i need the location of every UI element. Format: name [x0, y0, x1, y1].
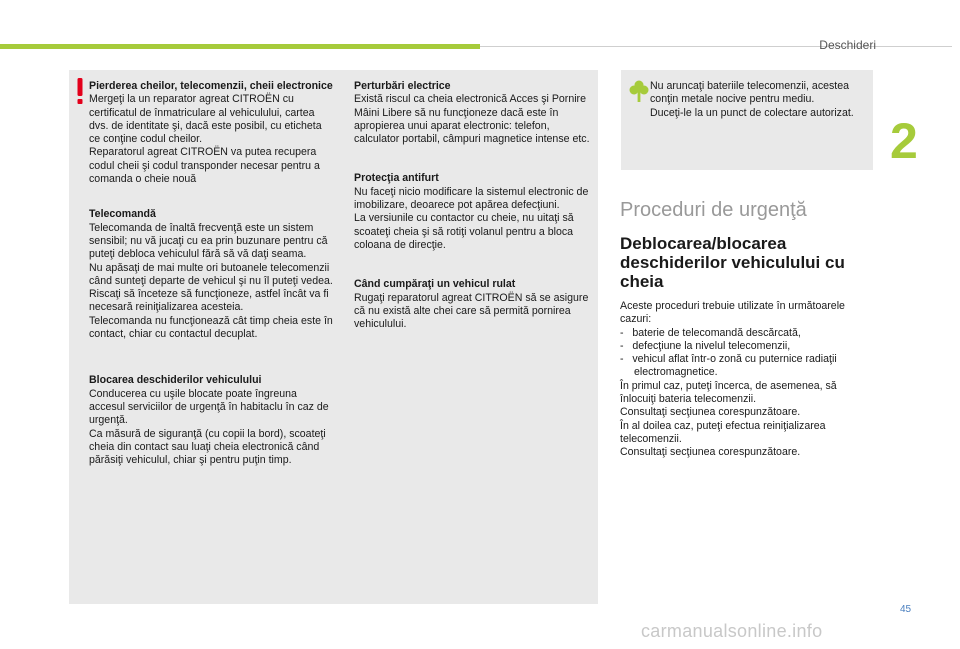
warning-heading: Când cumpăraţi un vehicul rulat: [354, 278, 516, 291]
warning-middle-column: [354, 80, 590, 353]
warning-text: Rugaţi reparatorul agreat CITROËN să se asigure că nu există alte chei care să permită pornirea vehiculului.: [354, 291, 589, 331]
warning-text: Telecomanda nu funcţionează cât timp cheia este în contact, chiar cu contactul decuplat.: [89, 314, 333, 341]
procedures-text: În al doilea caz, puteţi efectua reiniţializarea telecomenzii.: [620, 419, 826, 445]
exclamation-icon: [75, 78, 85, 104]
warning-text: Conducerea cu uşile blocate poate îngreuna accesul serviciilor de urgenţă în habitaclu în caz de urgenţă.: [89, 387, 329, 427]
page-number: 45: [900, 604, 912, 615]
header-accent-bar: [0, 44, 480, 49]
procedures-intro: Aceste proceduri trebuie utilizate în următoarele cazuri:: [620, 300, 845, 326]
eco-note-text: [650, 80, 864, 120]
warning-block-interference: [354, 80, 590, 146]
warning-heading: Perturbări electrice: [354, 80, 451, 92]
warning-text: Nu faceţi nicio modificare la sistemul electronic de imobilizare, deoarece pot apărea defecţiuni.: [354, 185, 589, 212]
eco-note-line: Nu aruncaţi bateriile telecomenzii, acestea conţin metale nocive pentru mediu.: [650, 80, 850, 106]
list-item: - baterie de telecomandă descărcată,: [620, 326, 801, 339]
procedures-text: Consultaţi secţiunea corespunzătoare.: [620, 446, 801, 459]
warning-heading: Pierderea cheilor, telecomenzii, cheii electronice: [89, 80, 333, 92]
warning-block-remote: [89, 208, 333, 341]
chapter-number: 2: [890, 113, 918, 169]
procedures-text: În primul caz, puteţi încerca, de asemenea, să înlocuiţi bateria telecomenzii.: [620, 379, 837, 406]
warning-heading: Telecomandă: [89, 208, 156, 221]
eco-note-line: Duceţi-le la un punct de colectare autorizat.: [650, 106, 854, 119]
warning-block-lost-keys: [89, 80, 333, 186]
warning-text: Reparatorul agreat CITROËN va putea recupera codul cheii şi codul transponder necesar pentru a comanda o cheie nouă: [89, 146, 320, 186]
warning-text: Telecomanda de înaltă frecvenţă este un sistem sensibil; nu vă jucaţi cu ea prin buzunare pentru că puteţi debloca vehiculul fără să vă daţi seama.: [89, 221, 328, 261]
list-item: - vehicul aflat într-o zonă cu puternice radiaţii electromagnetice.: [620, 353, 837, 379]
warning-heading: Protecţia antifurt: [354, 172, 439, 185]
warning-text: Există riscul ca cheia electronică Acces şi Pornire Mâini Libere să nu funcţioneze dacă este în apropierea unui aparat electronic: telefon, calculator portabil, câmpuri magnetice intense etc.: [354, 93, 590, 146]
warning-block-antitheft: [354, 172, 590, 252]
procedures-text: Consultaţi secţiunea corespunzătoare.: [620, 406, 801, 419]
warning-heading: Blocarea deschiderilor vehiculului: [89, 374, 262, 387]
procedures-body: [620, 300, 875, 460]
leaf-icon: [629, 80, 649, 102]
procedures-subtitle: Deblocarea/blocarea deschiderilor vehiculului cu cheia: [620, 234, 845, 291]
warning-text: Mergeţi la un reparator agreat CITROËN cu certificatul de înmatriculare al vehiculului, cartea dvs. de identitate şi, dacă este posibil, cu eticheta ce conţine codul cheilor.: [89, 93, 322, 146]
header-divider: [480, 46, 952, 47]
warning-block-door-locking: [89, 374, 333, 467]
warning-text: La versiunile cu contactor cu cheie, nu uitaţi să scoateţi cheia şi să rotiţi volanul pentru a bloca coloana de direcţie.: [354, 212, 574, 251]
watermark: carmanualsonline.info: [641, 621, 823, 641]
list-item: - defecţiune la nivelul telecomenzii,: [620, 339, 791, 352]
warning-block-used-vehicle: [354, 278, 590, 331]
warning-text: Nu apăsaţi de mai multe ori butoanele telecomenzii când sunteţi departe de vehicul şi nu îl puteţi vedea. Riscaţi să înceteze să funcţioneze, astfel încât va fi necesară reiniţializarea acesteia.: [89, 261, 333, 314]
warning-left-column: [89, 80, 333, 489]
warning-text: Ca măsură de siguranţă (cu copii la bord), scoateţi cheia din contact sau luaţi cheia electronică când părăsiţi vehiculul, chiar şi pentru puţin timp.: [89, 427, 326, 467]
section-title: Deschideri: [819, 38, 876, 52]
procedures-title: Proceduri de urgenţă: [620, 199, 807, 221]
